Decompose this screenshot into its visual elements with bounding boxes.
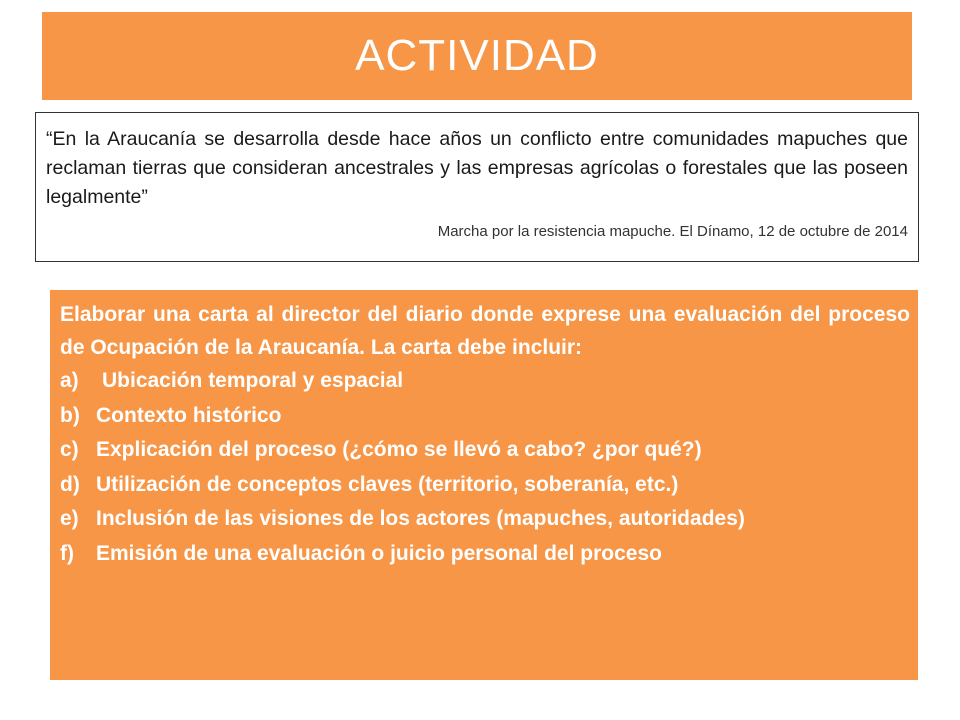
criteria-item-b — [60, 399, 910, 434]
quote-source: Marcha por la resistencia mapuche. El Dínamo, 12 de octubre de 2014 — [437, 223, 908, 240]
quote-box — [35, 112, 919, 262]
criteria-item-d — [60, 468, 910, 503]
criteria-text: Utilización de conceptos claves (territorio, soberanía, etc.) — [96, 472, 679, 496]
criteria-marker: a) — [60, 369, 79, 392]
criteria-marker: c) — [60, 438, 79, 461]
criteria-item-f — [60, 537, 910, 572]
title-banner — [42, 12, 912, 100]
criteria-item-c — [60, 433, 910, 468]
criteria-marker: f) — [60, 541, 74, 565]
criteria-item-e — [60, 502, 910, 537]
criteria-text: Contexto histórico — [96, 403, 282, 427]
activity-box — [50, 290, 918, 680]
criteria-marker: b) — [60, 403, 80, 427]
quote-text: “En la Araucanía se desarrolla desde hace años un conflicto entre comunidades mapuches que reclaman tierras que consideran ancestrales y las empresas agrícolas o forestales que las poseen legalmente” — [46, 128, 908, 208]
slide-title: ACTIVIDAD — [355, 31, 599, 80]
criteria-text: Ubicación temporal y espacial — [102, 369, 404, 392]
criteria-text: Explicación del proceso (¿cómo se llevó a cabo? ¿por qué?) — [96, 438, 702, 461]
criteria-list — [60, 364, 910, 571]
criteria-text: Inclusión de las visiones de los actores (mapuches, autoridades) — [96, 507, 745, 530]
criteria-marker: e) — [60, 507, 79, 530]
criteria-text: Emisión de una evaluación o juicio personal del proceso — [96, 541, 662, 565]
activity-instructions: Elaborar una carta al director del diario donde exprese una evaluación del proceso de Ocupación de la Araucanía. La carta debe incluir: — [60, 303, 910, 359]
criteria-item-a — [60, 364, 910, 399]
criteria-marker: d) — [60, 472, 80, 496]
